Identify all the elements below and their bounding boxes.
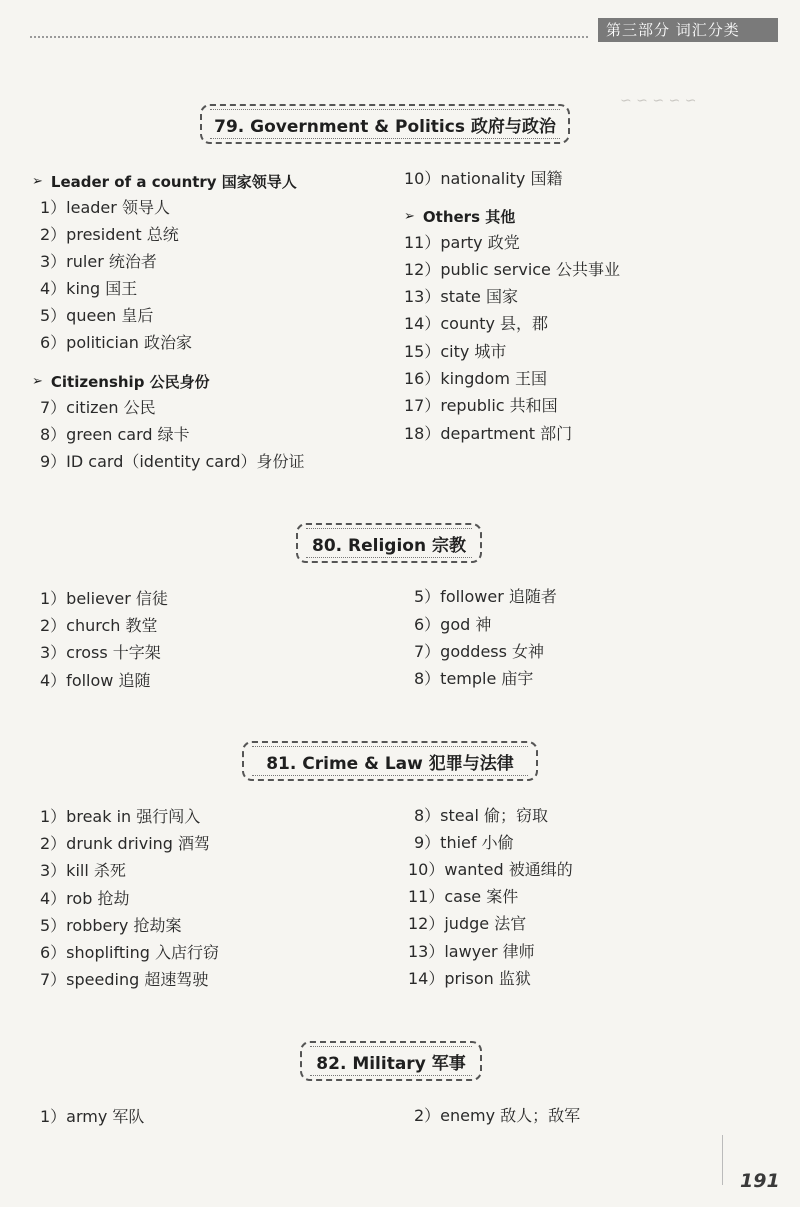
list-item: 3）kill 杀死 <box>40 861 126 880</box>
list-item: 12）public service 公共事业 <box>404 260 620 279</box>
list-item: 11）case 案件 <box>408 887 519 906</box>
list-item: 8）steal 偷；窃取 <box>414 806 548 825</box>
list-item: 7）speeding 超速驾驶 <box>40 970 209 989</box>
arrow-icon: ➢ <box>404 209 415 224</box>
section-title-82: 82. Military 军事 <box>300 1041 482 1081</box>
section-title-80: 80. Religion 宗教 <box>296 523 482 563</box>
list-item: 7）goddess 女神 <box>414 642 545 661</box>
list-item: 13）state 国家 <box>404 287 518 306</box>
header-rule <box>30 36 588 38</box>
subheading-label: Others 其他 <box>422 208 516 226</box>
list-item: 1）believer 信徒 <box>40 589 168 608</box>
list-item: 2）enemy 敌人；敌军 <box>414 1106 581 1125</box>
list-item: 4）follow 追随 <box>40 671 151 690</box>
page-number: 191 <box>740 1170 780 1192</box>
list-item: 13）lawyer 律师 <box>408 942 535 961</box>
list-item: 16）kingdom 王国 <box>404 369 547 388</box>
margin-rule <box>722 1135 723 1185</box>
list-item: 12）judge 法官 <box>408 914 527 933</box>
list-item: 14）prison 监狱 <box>408 969 531 988</box>
list-item: 3）cross 十字架 <box>40 643 161 662</box>
list-item: 9）ID card（identity card）身份证 <box>40 452 305 471</box>
list-item: 1）leader 领导人 <box>40 198 170 217</box>
section-title-79: 79. Government & Politics 政府与政治 <box>200 104 570 144</box>
list-item: 6）politician 政治家 <box>40 333 193 352</box>
list-item: 14）county 县，郡 <box>404 314 549 333</box>
list-item: 5）robbery 抢劫案 <box>40 916 182 935</box>
show-through-text: ~ ~ ~ ~ ~ <box>620 93 697 109</box>
arrow-icon: ➢ <box>32 374 43 389</box>
list-item: 17）republic 共和国 <box>404 396 558 415</box>
list-item: 1）army 军队 <box>40 1107 145 1126</box>
list-item: 6）shoplifting 入店行窃 <box>40 943 219 962</box>
list-item: 2）church 教堂 <box>40 616 158 635</box>
list-item: 10）wanted 被通缉的 <box>408 860 573 879</box>
list-item: 1）break in 强行闯入 <box>40 807 201 826</box>
subheading-others <box>404 206 515 227</box>
subheading-label: Citizenship 公民身份 <box>50 373 210 391</box>
list-item: 18）department 部门 <box>404 424 573 443</box>
list-item: 2）president 总统 <box>40 225 179 244</box>
list-item: 5）follower 追随者 <box>414 587 557 606</box>
list-item: 5）queen 皇后 <box>40 306 154 325</box>
list-item: 8）temple 庙宇 <box>414 669 534 688</box>
list-item: 10）nationality 国籍 <box>404 169 563 188</box>
arrow-icon: ➢ <box>32 174 43 189</box>
section-title-81: 81. Crime & Law 犯罪与法律 <box>242 741 538 781</box>
subheading-citizenship <box>32 371 210 392</box>
list-item: 7）citizen 公民 <box>40 398 156 417</box>
list-item: 2）drunk driving 酒驾 <box>40 834 211 853</box>
list-item: 11）party 政党 <box>404 233 520 252</box>
list-item: 6）god 神 <box>414 615 492 634</box>
list-item: 3）ruler 统治者 <box>40 252 157 271</box>
list-item: 15）city 城市 <box>404 342 507 361</box>
list-item: 8）green card 绿卡 <box>40 425 190 444</box>
running-header: 第三部分 词汇分类 <box>598 18 778 42</box>
subheading-label: Leader of a country 国家领导人 <box>50 173 297 191</box>
list-item: 4）king 国王 <box>40 279 138 298</box>
list-item: 4）rob 抢劫 <box>40 889 130 908</box>
subheading-leader <box>32 171 297 192</box>
list-item: 9）thief 小偷 <box>414 833 514 852</box>
